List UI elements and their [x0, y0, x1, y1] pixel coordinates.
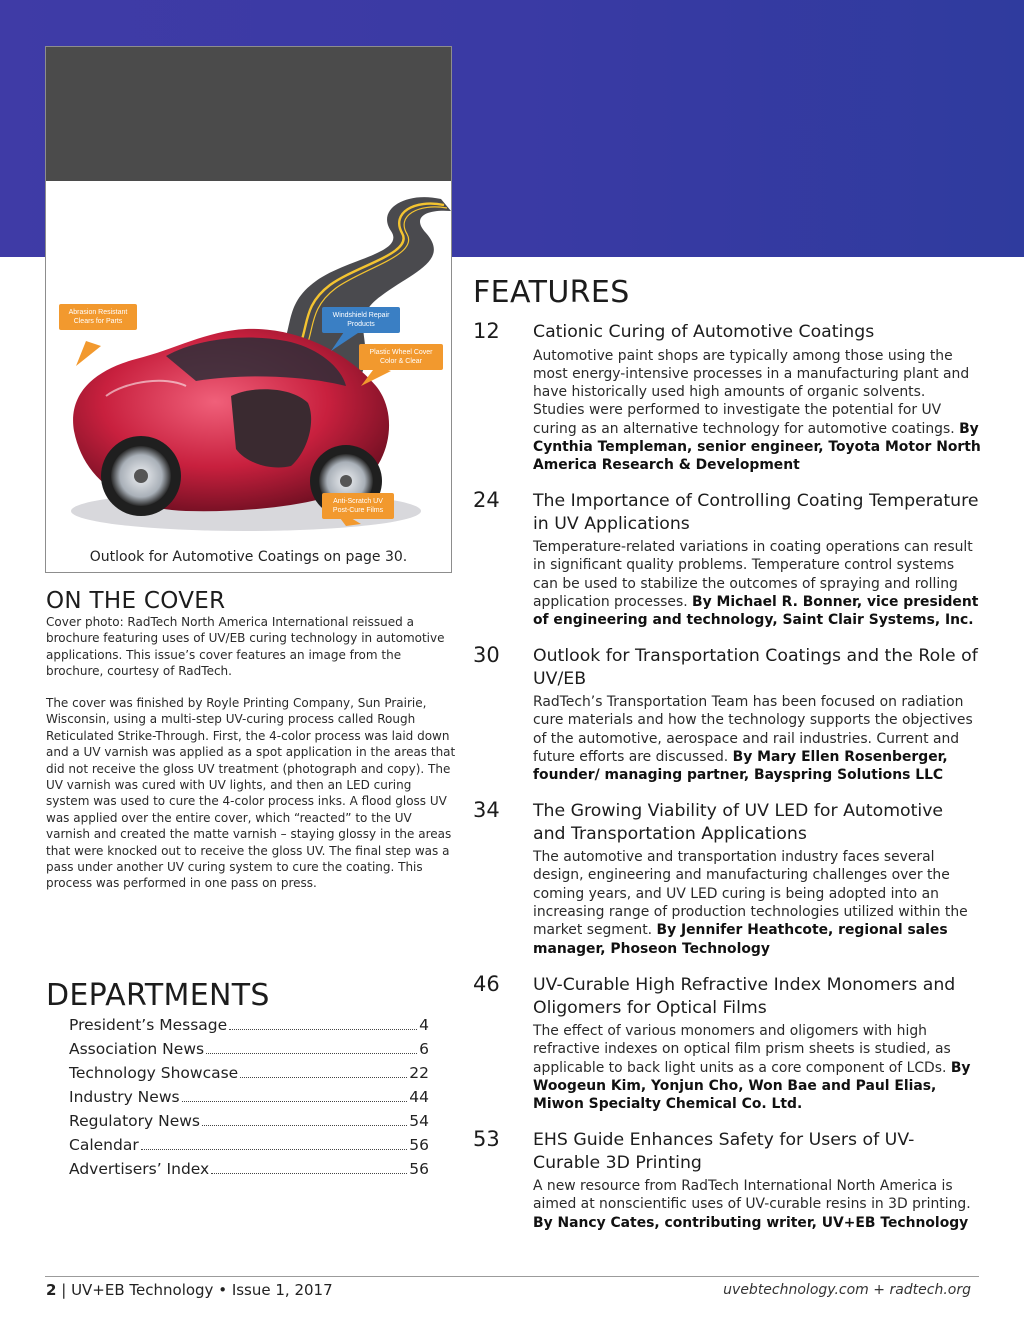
feature-description — [533, 1022, 981, 1113]
callout-plastic-wheel-cover: Plastic Wheel Cover Color & Clear — [359, 344, 443, 370]
dot-leader — [182, 1101, 408, 1102]
departments-list — [69, 1016, 429, 1184]
feature-summary: The effect of various monomers and oligomers with high refractive indexes on optical film prism sheets is studied, as applicable to back light units as a core component of LCDs. — [533, 1023, 951, 1076]
feature-title: Cationic Curing of Automotive Coatings — [533, 322, 875, 342]
feature-summary: Automotive paint shops are typically among those using the most energy-intensive processes in a manufacturing plant and have historically used high amounts of organic solvents. Studies were performed to investigate the potential for UV curing as an alternative technology for automotive coatings. — [533, 347, 970, 437]
department-item[interactable] — [69, 1112, 429, 1136]
cover-image-dark-top — [46, 47, 451, 181]
feature-byline: By Nancy Cates, contributing writer, UV+EB Technology — [533, 1214, 969, 1231]
feature-title: Outlook for Transportation Coatings and the Role of UV/EB — [533, 646, 978, 689]
feature-byline: By Jennifer Heathcote, regional sales manager, Phoseon Technology — [533, 922, 948, 957]
departments-heading: DEPARTMENTS — [46, 978, 270, 1013]
department-name: Technology Showcase — [69, 1064, 239, 1082]
feature-summary: The automotive and transportation industry faces several design, engineering and manufacturing challenges over the coming years, and UV LED curing is being adopted into an increasing range of production technologies utilized within the market segment. — [533, 849, 968, 939]
on-the-cover-paragraph-2: The cover was finished by Royle Printing Company, Sun Prairie, Wisconsin, using a multi-step UV-curing process called Rough Reticulated Strike-Through. First, the 4-color process was laid down and a UV varnish was applied as a spot application in the areas that did not receive the gloss UV treatment (photograph and copy). The UV varnish was cured with UV lights, and then an LED curing system was used to cure the 4-color process inks. A flood gloss UV was applied over the entire cover, which “reacted” to the UV varnish and created the matte varnish – staying glossy in the areas that were knocked out to receive the gloss UV. The final step was a pass under another UV curing system to cure the coating. This process was performed in one pass on press. — [46, 696, 456, 891]
department-name: Advertisers’ Index — [69, 1160, 210, 1178]
feature-byline: By Cynthia Templeman, senior engineer, Toyota Motor North America Research & Development — [533, 420, 981, 474]
feature-summary: Temperature-related variations in coating operations can result in significant quality problems. Temperature control systems can be used to stabilize the outcomes of spraying and rolling application processes. — [533, 539, 973, 611]
footer-separator: | — [61, 1281, 67, 1299]
feature-summary: A new resource from RadTech International North America is aimed at nonscientific uses of UV-curable resins in 3D printing. — [533, 1178, 971, 1213]
department-name: Calendar — [69, 1136, 139, 1154]
feature-summary: RadTech’s Transportation Team has been focused on radiation cure materials and how the technology supports the objectives of the automotive, aerospace and rail industries. Current and future efforts are discussed. — [533, 694, 973, 766]
department-name: President’s Message — [69, 1016, 228, 1034]
callout-windshield-repair: Windshield Repair Products — [322, 307, 400, 333]
feature-title: The Growing Viability of UV LED for Automotive and Transportation Applications — [533, 801, 944, 844]
department-item[interactable] — [69, 1088, 429, 1112]
department-name: Industry News — [69, 1088, 180, 1106]
department-page: 22 — [409, 1064, 429, 1082]
department-item[interactable] — [69, 1160, 429, 1184]
feature-byline: By Woogeun Kim, Yonjun Cho, Won Bae and Paul Elias, Miwon Specialty Chemical Co. Ltd. — [533, 1059, 971, 1113]
dot-leader — [141, 1149, 408, 1150]
footer-publication-info — [46, 1281, 333, 1299]
feature-title: The Importance of Controlling Coating Temperature in UV Applications — [533, 491, 979, 534]
footer-publication: UV+EB Technology • Issue 1, 2017 — [71, 1281, 333, 1299]
dot-leader — [211, 1173, 407, 1174]
dot-leader — [202, 1125, 407, 1126]
feature-title: EHS Guide Enhances Safety for Users of UV-Curable 3D Printing — [533, 1130, 915, 1173]
dot-leader — [229, 1029, 417, 1030]
feature-page-number: 34 — [473, 798, 500, 822]
on-the-cover-heading: ON THE COVER — [46, 588, 226, 614]
cover-caption: Outlook for Automotive Coatings on page 30. — [89, 549, 408, 565]
on-the-cover-paragraph-1: Cover photo: RadTech North America International reissued a brochure featuring uses of UV/EB curing technology in automotive applications. This issue’s cover features an image from the brochure, courtesy of RadTech. — [46, 615, 445, 679]
footer-websites[interactable]: uvebtechnology.com + radtech.org — [723, 1282, 971, 1298]
department-page: 56 — [409, 1160, 429, 1178]
department-name: Association News — [69, 1040, 205, 1058]
feature-page-number: 24 — [473, 488, 500, 512]
callout-anti-scratch: Anti-Scratch UV Post-Cure Films — [322, 493, 394, 519]
dot-leader — [240, 1077, 407, 1078]
features-heading: FEATURES — [473, 275, 630, 310]
department-item[interactable] — [69, 1136, 429, 1160]
department-page: 4 — [419, 1016, 429, 1034]
feature-description — [533, 693, 981, 784]
department-name: Regulatory News — [69, 1112, 200, 1130]
feature-byline: By Michael R. Bonner, vice president of engineering and technology, Saint Clair Systems, Inc. — [533, 594, 979, 629]
feature-description — [533, 347, 981, 475]
department-item[interactable] — [69, 1040, 429, 1064]
footer-page-number: 2 — [46, 1281, 57, 1299]
department-page: 6 — [419, 1040, 429, 1058]
feature-description — [533, 538, 981, 629]
department-item[interactable] — [69, 1016, 429, 1040]
department-page: 56 — [409, 1136, 429, 1154]
department-page: 44 — [409, 1088, 429, 1106]
feature-description — [533, 1177, 981, 1232]
cover-illustration — [46, 181, 451, 547]
department-item[interactable] — [69, 1064, 429, 1088]
feature-page-number: 53 — [473, 1127, 500, 1151]
department-page: 54 — [409, 1112, 429, 1130]
feature-page-number: 30 — [473, 643, 500, 667]
callout-abrasion-resistant: Abrasion Resistant Clears for Parts — [59, 304, 137, 330]
feature-title: UV-Curable High Refractive Index Monomers and Oligomers for Optical Films — [533, 975, 956, 1018]
feature-page-number: 46 — [473, 972, 500, 996]
cover-image-panel — [45, 46, 452, 573]
feature-byline: By Mary Ellen Rosenberger, founder/ managing partner, Bayspring Solutions LLC — [533, 749, 948, 784]
dot-leader — [206, 1053, 417, 1054]
feature-page-number: 12 — [473, 319, 500, 343]
footer-divider — [45, 1276, 979, 1277]
feature-description — [533, 848, 981, 958]
